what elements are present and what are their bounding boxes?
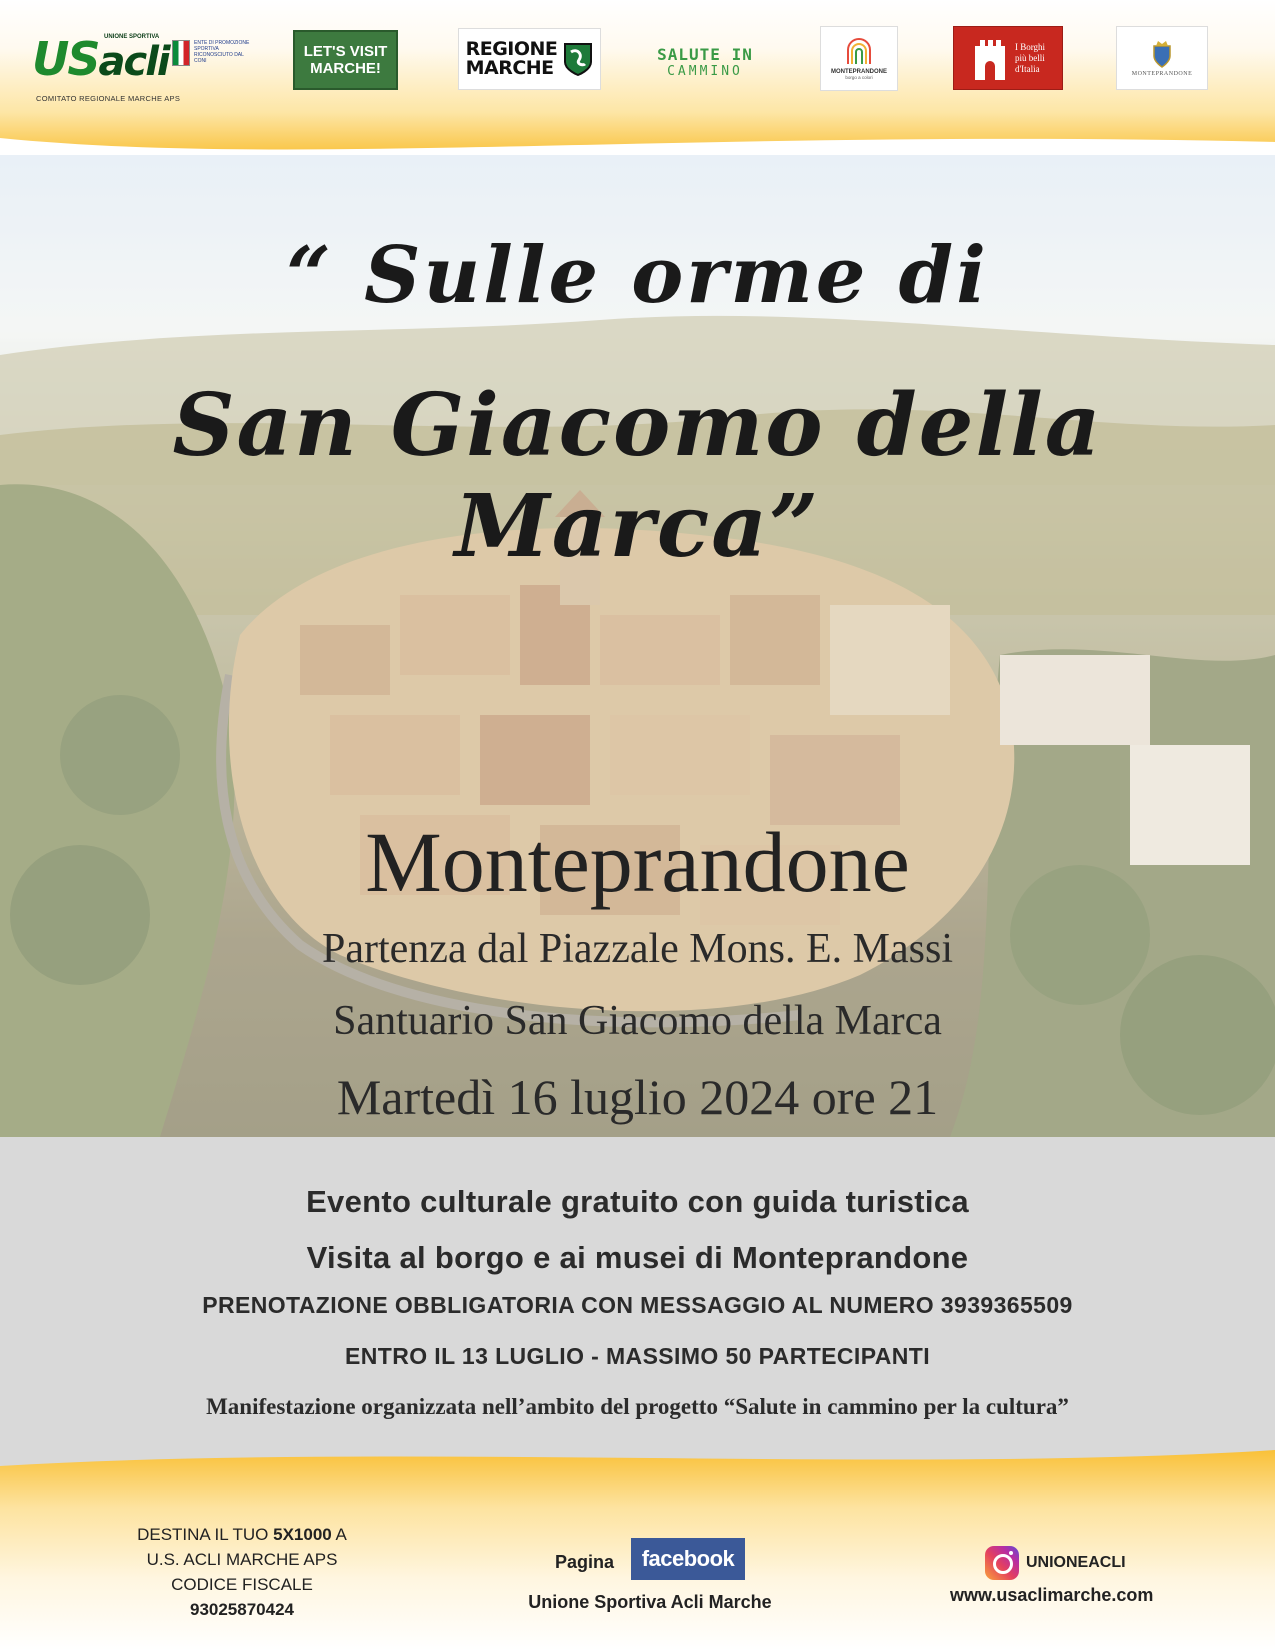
- regione-text: REGIONE MARCHE: [465, 38, 558, 79]
- tax-code: 93025870424: [189, 1600, 294, 1619]
- facebook-page-label: Pagina: [555, 1552, 615, 1572]
- location-name: Monteprandone: [365, 814, 910, 910]
- usacli-subtitle: UNIONE SPORTIVA: [104, 34, 160, 40]
- deadline-line: ENTRO IL 13 LUGLIO - MASSIMO 50 PARTECIPANTI: [345, 1343, 930, 1369]
- free-event-line: Evento culturale gratuito con guida turistica: [306, 1184, 969, 1219]
- donate-line2: U.S. ACLI MARCHE APS: [146, 1550, 338, 1569]
- footer-wave-divider: [0, 1440, 1275, 1480]
- usacli-mark: USacli: [32, 32, 169, 86]
- website-link[interactable]: www.usaclimarche.com: [950, 1585, 1154, 1605]
- booking-line: PRENOTAZIONE OBBLIGATORIA CON MESSAGGIO AL NUMERO 3939365509: [202, 1292, 1073, 1318]
- monteprandone-logo-sub: borgo a colori: [845, 74, 873, 80]
- salute-in-cammino-logo: [650, 32, 760, 92]
- salute-line1: SALUTE IN: [657, 45, 753, 64]
- comune-name: MONTEPRANDONE: [1131, 70, 1193, 77]
- comune-monteprandone-logo: [1116, 26, 1208, 90]
- usacli-coni-text: ENTE DI PROMOZIONE SPORTIVA RICONOSCIUTO DAL CONI: [194, 40, 250, 64]
- facebook-page-name[interactable]: Unione Sportiva Acli Marche: [528, 1592, 772, 1612]
- lets-line2: MARCHE!: [310, 60, 381, 77]
- lets-visit-marche-logo: [293, 30, 398, 90]
- regione-marche-logo: [458, 28, 601, 90]
- coat-of-arms-icon: [1151, 40, 1173, 68]
- project-line: Manifestazione organizzata nell’ambito del progetto “Salute in cammino per la cultura”: [206, 1394, 1069, 1419]
- borghi-piu-belli-logo: [953, 26, 1063, 90]
- event-title-line2: San Giacomo della Marca”: [172, 375, 1103, 577]
- usacli-committee-text: COMITATO REGIONALE MARCHE APS: [36, 94, 181, 103]
- instagram-icon[interactable]: [985, 1546, 1019, 1580]
- sanctuary-line: Santuario San Giacomo della Marca: [333, 998, 942, 1044]
- monteprandone-logo-name: MONTEPRANDONE: [830, 68, 887, 75]
- italy-flag-icon: [172, 40, 190, 66]
- instagram-handle[interactable]: UNIONEACLI: [1026, 1554, 1126, 1571]
- borghi-text: I Borghi più belli d'Italia: [1014, 41, 1046, 74]
- rainbow-arch-icon: [844, 38, 874, 66]
- date-time-line: Martedì 16 luglio 2024 ore 21: [336, 1069, 939, 1125]
- castle-tower-icon: [971, 36, 1009, 80]
- donate-5x1000-block: [100, 1522, 384, 1622]
- donate-line1: DESTINA IL TUO 5X1000 A: [137, 1525, 347, 1544]
- departure-line: Partenza dal Piazzale Mons. E. Massi: [322, 926, 953, 972]
- donate-line3: CODICE FISCALE: [171, 1575, 313, 1594]
- monteprandone-borgo-logo: [820, 26, 898, 91]
- event-title-line1: “ Sulle orme di: [286, 230, 989, 321]
- usacli-logo: [32, 30, 252, 108]
- salute-line2: CAMMINO: [667, 64, 743, 79]
- regione-shield-icon: [563, 42, 593, 76]
- facebook-logo[interactable]: facebook: [631, 1538, 745, 1580]
- visit-line: Visita al borgo e ai musei di Monteprandone: [306, 1240, 969, 1275]
- lets-line1: LET'S VISIT: [303, 43, 388, 60]
